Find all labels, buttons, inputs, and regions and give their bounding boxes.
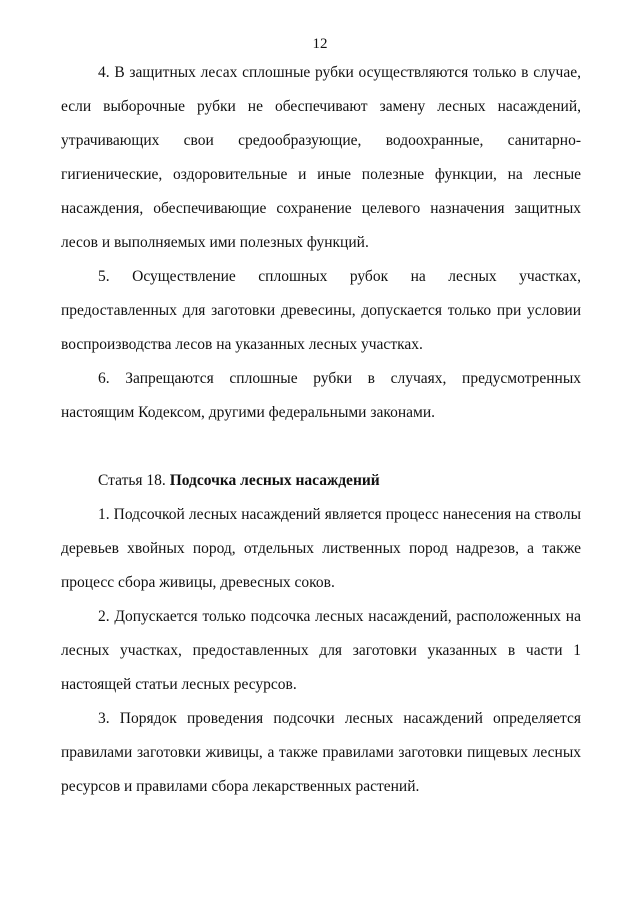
article-title: Подсочка лесных насаждений — [169, 472, 380, 489]
article-paragraph-3: 3. Порядок проведения подсочки лесных насаждений определяется правилами заготовки живицы, а также правилами заготовки пищевых лесных ресурсов и правилами сбора лекарственных растений. — [61, 710, 581, 795]
paragraph-5: 5. Осуществление сплошных рубок на лесных участках, предоставленных для заготовки древесины, допускается только при условии воспроизводства лесов на указанных лесных участках. — [61, 268, 581, 353]
article-paragraph-2: 2. Допускается только подсочка лесных насаждений, расположенных на лесных участках, предоставленных для заготовки указанных в части 1 настоящей статьи лесных ресурсов. — [61, 608, 581, 693]
paragraph-6: 6. Запрещаются сплошные рубки в случаях, предусмотренных настоящим Кодексом, другими федеральными законами. — [61, 370, 581, 421]
page-number: 12 — [312, 36, 328, 52]
article-paragraph-1: 1. Подсочкой лесных насаждений является процесс нанесения на стволы деревьев хвойных пород, отдельных лиственных пород надрезов, а также процесс сбора живицы, древесных соков. — [61, 506, 581, 591]
article-heading — [61, 464, 581, 498]
paragraph-4: 4. В защитных лесах сплошные рубки осуществляются только в случае, если выборочные рубки не обеспечивают замену лесных насаждений, утрачивающих свои средообразующие, водоохранные, санитарно-гигиенические, оздоровительные и иные полезные функции, на лесные насаждения, обеспечивающие сохранение целевого назначения защитных лесов и выполняемых ими полезных функций. — [61, 64, 581, 251]
document-body — [61, 56, 581, 804]
article-prefix: Статья 18. — [98, 472, 166, 489]
